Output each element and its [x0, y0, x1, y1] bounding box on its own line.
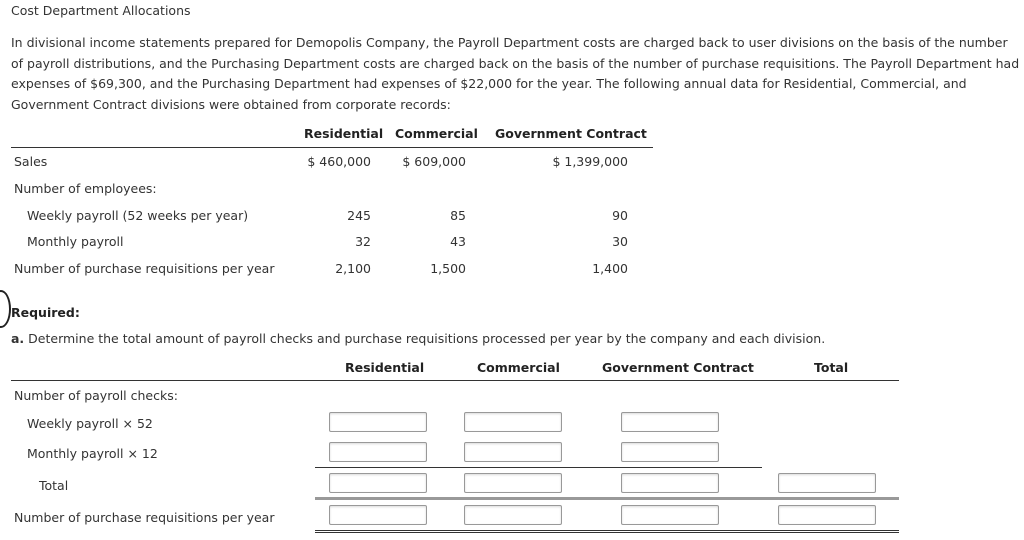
part-a-letter: a.	[11, 331, 25, 346]
cell-requisitions-commercial: 1,500	[430, 261, 466, 276]
requisitions-government-input[interactable]	[621, 505, 719, 525]
weekly-government-input[interactable]	[621, 412, 719, 432]
weekly-residential-input[interactable]	[329, 412, 427, 432]
answer-header-commercial: Commercial	[477, 360, 560, 375]
total-separator	[315, 497, 899, 500]
data-header-commercial: Commercial	[395, 126, 478, 141]
row-label-employees: Number of employees:	[14, 181, 157, 196]
total-residential-input[interactable]	[329, 473, 427, 493]
cell-requisitions-residential: 2,100	[335, 261, 371, 276]
required-marker	[0, 290, 11, 328]
data-header-government: Government Contract	[495, 126, 647, 141]
cell-weekly-residential: 245	[347, 208, 371, 223]
cell-sales-government: $ 1,399,000	[552, 154, 628, 169]
required-heading: Required:	[11, 305, 80, 320]
answer-header-rule	[11, 380, 899, 381]
data-header-rule	[11, 147, 653, 148]
requisitions-residential-input[interactable]	[329, 505, 427, 525]
part-a-instruction: Determine the total amount of payroll checks and purchase requisitions processed per year by the company and each division.	[28, 331, 826, 346]
part-a-text	[11, 331, 825, 346]
answer-label-total: Total	[39, 478, 69, 493]
cell-weekly-commercial: 85	[450, 208, 466, 223]
row-label-sales: Sales	[14, 154, 48, 169]
row-label-monthly-payroll: Monthly payroll	[27, 234, 124, 249]
row-label-purchase-requisitions: Number of purchase requisitions per year	[14, 261, 275, 276]
answer-header-total: Total	[814, 360, 849, 375]
monthly-government-input[interactable]	[621, 442, 719, 462]
total-government-input[interactable]	[621, 473, 719, 493]
answer-label-requisitions: Number of purchase requisitions per year	[14, 510, 275, 525]
total-total-input[interactable]	[778, 473, 876, 493]
final-double-rule	[315, 530, 899, 533]
total-commercial-input[interactable]	[464, 473, 562, 493]
subtotal-rule	[315, 467, 762, 468]
cell-requisitions-government: 1,400	[592, 261, 628, 276]
answer-label-monthly: Monthly payroll × 12	[27, 446, 158, 461]
answer-label-payroll-checks: Number of payroll checks:	[14, 388, 178, 403]
cell-weekly-government: 90	[612, 208, 628, 223]
cell-monthly-residential: 32	[355, 234, 371, 249]
cell-sales-commercial: $ 609,000	[402, 154, 466, 169]
cell-monthly-government: 30	[612, 234, 628, 249]
answer-label-weekly: Weekly payroll × 52	[27, 416, 153, 431]
row-label-weekly-payroll: Weekly payroll (52 weeks per year)	[27, 208, 249, 223]
data-header-residential: Residential	[304, 126, 384, 141]
answer-header-residential: Residential	[345, 360, 425, 375]
requisitions-total-input[interactable]	[778, 505, 876, 525]
weekly-commercial-input[interactable]	[464, 412, 562, 432]
cell-sales-residential: $ 460,000	[307, 154, 371, 169]
problem-intro: In divisional income statements prepared for Demopolis Company, the Payroll Department costs are charged back to user divisions on the basis of the number of payroll distributions, and the Purchasing Department costs are charged back on the basis of the number of purchase requisitions. The Payroll Department had expenses of $69,300, and the Purchasing Department had expenses of $22,000 for the year. The following annual data for Residential, Commercial, and Government Contract divisions were obtained from corporate records:	[11, 35, 1020, 113]
requisitions-commercial-input[interactable]	[464, 505, 562, 525]
monthly-commercial-input[interactable]	[464, 442, 562, 462]
monthly-residential-input[interactable]	[329, 442, 427, 462]
page-title: Cost Department Allocations	[11, 3, 191, 18]
answer-header-government: Government Contract	[602, 360, 754, 375]
cell-monthly-commercial: 43	[450, 234, 466, 249]
